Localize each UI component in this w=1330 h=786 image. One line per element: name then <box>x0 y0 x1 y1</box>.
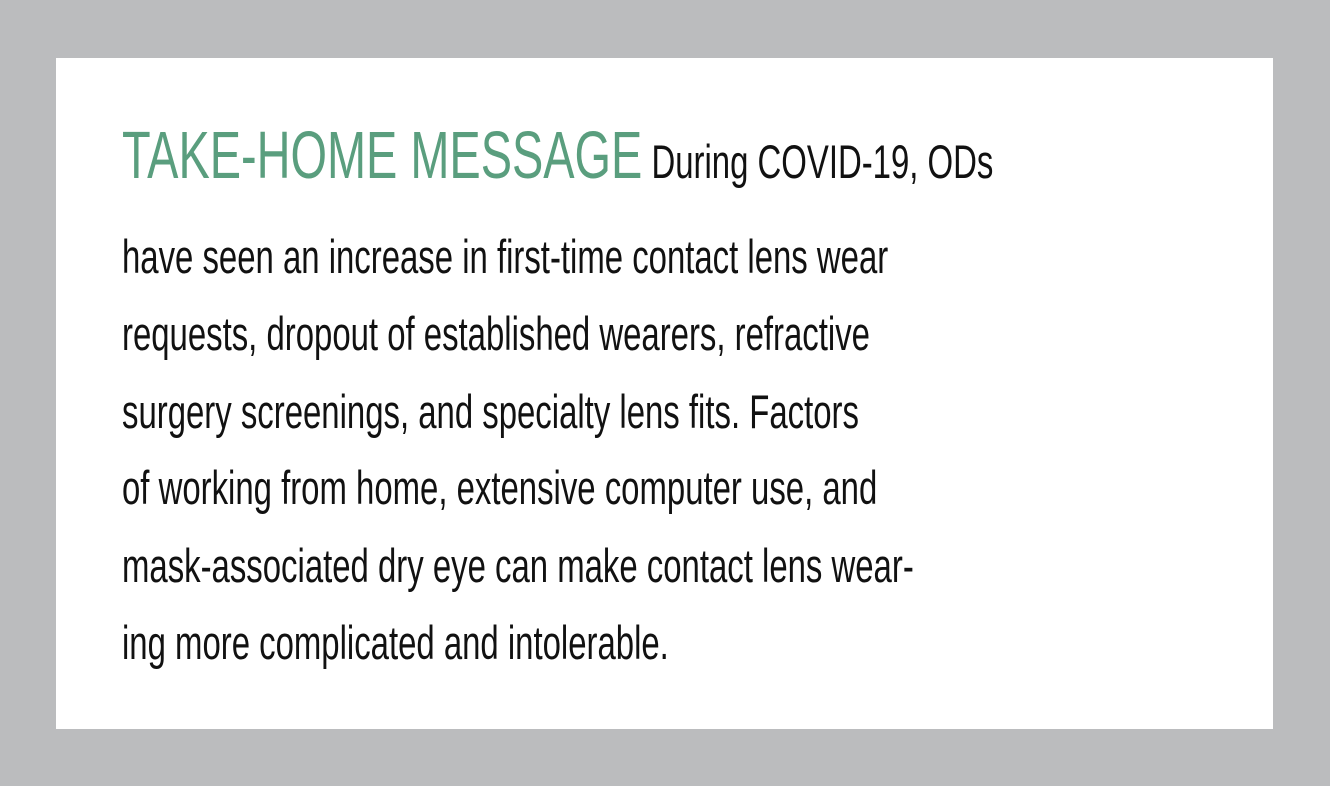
callout-text-line: ing more complicated and intolerable. <box>122 616 669 669</box>
callout-text-line: surgery screenings, and specialty lens fits. Factors <box>122 385 859 438</box>
callout-text-line: During COVID-19, ODs <box>651 135 994 188</box>
callout-text-line: mask-associated dry eye can make contact lens wear- <box>122 539 914 592</box>
callout-text-line: requests, dropout of established wearers, refractive <box>122 307 870 360</box>
take-home-callout <box>56 58 1273 729</box>
callout-text-line: have seen an increase in first-time contact lens wear <box>122 230 889 283</box>
callout-line-1 <box>122 118 994 193</box>
callout-heading: TAKE-HOME MESSAGE <box>122 118 643 193</box>
callout-text-line: of working from home, extensive computer use, and <box>122 461 878 514</box>
